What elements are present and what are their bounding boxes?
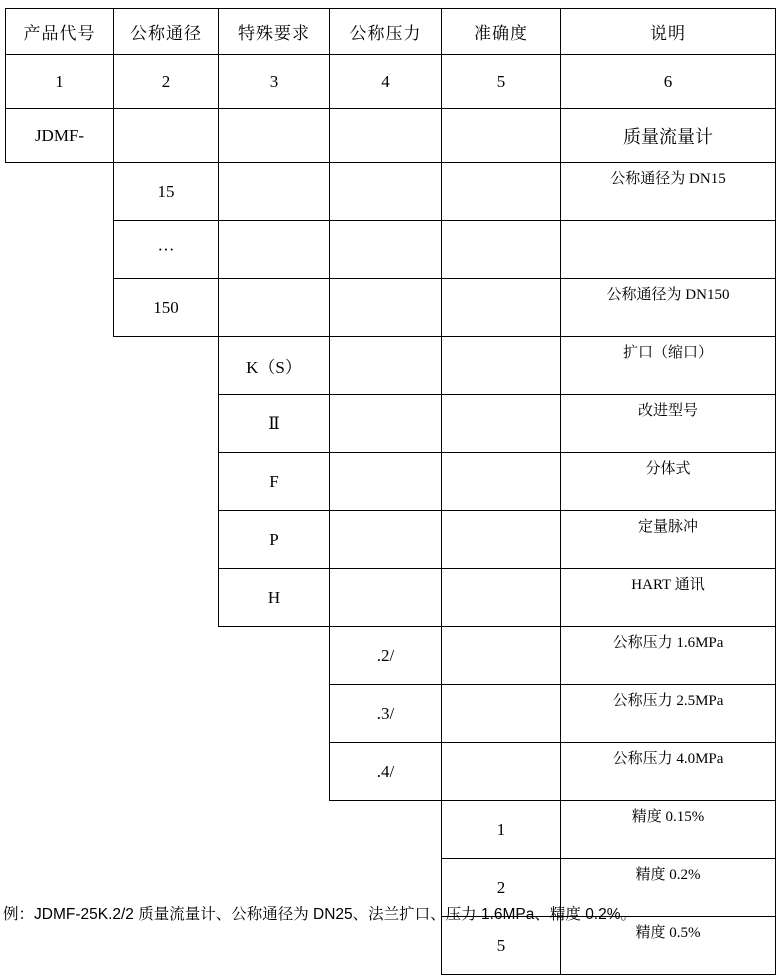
code-cell: 150 — [114, 279, 219, 337]
description-cell: 精度 0.15% — [561, 801, 776, 859]
ghost-cell — [219, 743, 330, 801]
code-cell: H — [219, 569, 330, 627]
empty-cell — [442, 221, 561, 279]
code-cell: 1 — [442, 801, 561, 859]
empty-cell — [330, 453, 442, 511]
table-row — [6, 109, 776, 163]
empty-cell — [442, 627, 561, 685]
code-cell: Ⅱ — [219, 395, 330, 453]
index-cell: 1 — [6, 55, 114, 109]
column-header: 公称通径 — [114, 9, 219, 55]
ghost-cell — [114, 627, 219, 685]
ghost-cell — [114, 685, 219, 743]
ghost-cell — [114, 801, 219, 859]
ghost-cell — [330, 917, 442, 975]
table-row — [6, 743, 776, 801]
table-row — [6, 801, 776, 859]
ghost-cell — [6, 221, 114, 279]
ghost-cell — [114, 453, 219, 511]
code-cell: K（S） — [219, 337, 330, 395]
code-cell: 5 — [442, 917, 561, 975]
empty-cell — [219, 163, 330, 221]
code-cell: .2/ — [330, 627, 442, 685]
ghost-cell — [330, 801, 442, 859]
ghost-cell — [6, 337, 114, 395]
example-note: 例：JDMF-25K.2/2 质量流量计、公称通径为 DN25、法兰扩口、压力 1.6MPa、精度 0.2%。 — [3, 906, 637, 923]
description-cell: 定量脉冲 — [561, 511, 776, 569]
ghost-cell — [6, 743, 114, 801]
description-cell: HART 通讯 — [561, 569, 776, 627]
description-cell: 精度 0.2% — [561, 859, 776, 917]
ghost-cell — [6, 569, 114, 627]
empty-cell — [114, 109, 219, 163]
product-code-table — [5, 8, 776, 975]
description-cell: 分体式 — [561, 453, 776, 511]
empty-cell — [442, 743, 561, 801]
code-cell: 2 — [442, 859, 561, 917]
empty-cell — [219, 221, 330, 279]
ghost-cell — [6, 917, 114, 975]
ghost-cell — [219, 685, 330, 743]
table-row — [6, 569, 776, 627]
empty-cell — [442, 685, 561, 743]
empty-cell — [330, 337, 442, 395]
header-row — [6, 9, 776, 55]
code-cell: .4/ — [330, 743, 442, 801]
ghost-cell — [6, 453, 114, 511]
ghost-cell — [6, 801, 114, 859]
ghost-cell — [219, 801, 330, 859]
index-row — [6, 55, 776, 109]
index-cell: 4 — [330, 55, 442, 109]
index-cell: 6 — [561, 55, 776, 109]
empty-cell — [330, 511, 442, 569]
empty-cell — [442, 453, 561, 511]
empty-cell — [442, 109, 561, 163]
ghost-cell — [219, 917, 330, 975]
ghost-cell — [114, 743, 219, 801]
index-cell: 3 — [219, 55, 330, 109]
table-row — [6, 221, 776, 279]
empty-cell — [330, 221, 442, 279]
ghost-cell — [219, 627, 330, 685]
empty-cell — [330, 395, 442, 453]
code-cell: 15 — [114, 163, 219, 221]
ghost-cell — [114, 337, 219, 395]
empty-cell — [442, 337, 561, 395]
empty-cell — [442, 279, 561, 337]
code-cell: F — [219, 453, 330, 511]
empty-cell — [219, 109, 330, 163]
ghost-cell — [6, 511, 114, 569]
ghost-cell — [6, 163, 114, 221]
empty-cell — [442, 163, 561, 221]
description-cell: 公称通径为 DN15 — [561, 163, 776, 221]
empty-cell — [330, 279, 442, 337]
empty-cell — [442, 511, 561, 569]
description-cell: 公称压力 2.5MPa — [561, 685, 776, 743]
ghost-cell — [6, 279, 114, 337]
code-cell: P — [219, 511, 330, 569]
description-cell — [561, 221, 776, 279]
description-cell: 公称压力 4.0MPa — [561, 743, 776, 801]
table-row — [6, 917, 776, 975]
column-header: 准确度 — [442, 9, 561, 55]
table-row — [6, 279, 776, 337]
empty-cell — [330, 569, 442, 627]
empty-cell — [330, 109, 442, 163]
ghost-cell — [6, 395, 114, 453]
description-cell: 改进型号 — [561, 395, 776, 453]
table-body — [6, 9, 776, 975]
empty-cell — [442, 395, 561, 453]
code-cell: JDMF- — [6, 109, 114, 163]
column-header: 公称压力 — [330, 9, 442, 55]
table-row — [6, 337, 776, 395]
description-cell: 公称通径为 DN150 — [561, 279, 776, 337]
empty-cell — [219, 279, 330, 337]
table-row — [6, 627, 776, 685]
description-cell: 精度 0.5% — [561, 917, 776, 975]
index-cell: 5 — [442, 55, 561, 109]
description-cell: 扩口（缩口） — [561, 337, 776, 395]
table-row — [6, 163, 776, 221]
index-cell: 2 — [114, 55, 219, 109]
description-cell: 质量流量计 — [561, 109, 776, 163]
ghost-cell — [114, 569, 219, 627]
ghost-cell — [114, 395, 219, 453]
column-header: 特殊要求 — [219, 9, 330, 55]
table-row — [6, 511, 776, 569]
ghost-cell — [6, 685, 114, 743]
table-row — [6, 453, 776, 511]
empty-cell — [442, 569, 561, 627]
column-header: 说明 — [561, 9, 776, 55]
description-cell: 公称压力 1.6MPa — [561, 627, 776, 685]
empty-cell — [330, 163, 442, 221]
table-row — [6, 395, 776, 453]
table-row — [6, 685, 776, 743]
column-header: 产品代号 — [6, 9, 114, 55]
ghost-cell — [6, 627, 114, 685]
ghost-cell — [114, 511, 219, 569]
code-cell: ··· — [114, 221, 219, 279]
code-cell: .3/ — [330, 685, 442, 743]
ghost-cell — [114, 917, 219, 975]
